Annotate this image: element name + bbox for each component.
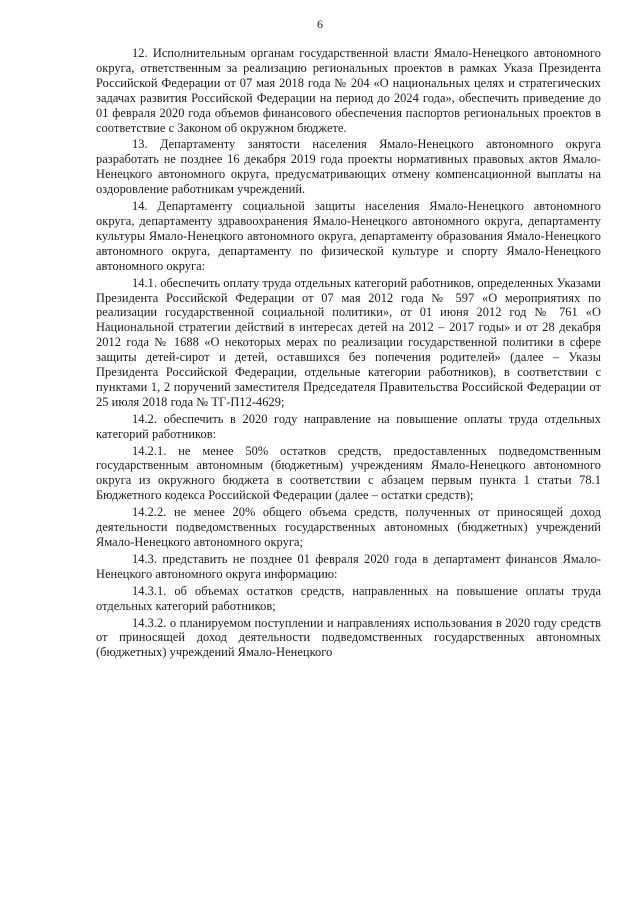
document-body [96, 46, 601, 660]
paragraph-12: 12. Исполнительным органам государственной власти Ямало-Ненецкого автономного округа, ответственным за реализацию региональных проектов в рамках Указа Президента Российской Федерации от 07 мая 2018 года № 204 «О национальных целях и стратегических задачах развития Российской Федерации на период до 2024 года», обеспечить приведение до 01 февраля 2020 года объемов финансового обеспечения паспортов региональных проектов в соответствие с Законом об окружном бюджете. [96, 46, 601, 135]
paragraph-14-2-1: 14.2.1. не менее 50% остатков средств, предоставленных подведомственным государственным автономным (бюджетным) учреждениям Ямало-Ненецкого автономного округа из окружного бюджета в соответствии с абзацем первым пункта 1 статьи 78.1 Бюджетного кодекса Российской Федерации (далее – остатки средств); [96, 443, 601, 503]
paragraph-14-3: 14.3. представить не позднее 01 февраля 2020 года в департамент финансов Ямало-Ненецкого автономного округа информацию: [96, 551, 601, 581]
paragraph-14-1: 14.1. обеспечить оплату труда отдельных категорий работников, определенных Указами Президента Российской Федерации от 07 мая 2012 года № 597 «О мероприятиях по реализации государственной социальной политики», от 01 июня 2012 год № 761 «О Национальной стратегии действий в интересах детей на 2012 – 2017 годы» и от 28 декабря 2012 года № 1688 «О некоторых мерах по реализации государственной политики в сфере защиты детей-сирот и детей, оставшихся без попечения родителей» (далее – Указы Президента Российской Федерации, отдельные категории работников), в соответствии с пунктами 1, 2 поручений заместителя Председателя Правительства Российской Федерации от 25 июля 2018 года № ТГ-П12-4629; [96, 275, 601, 409]
paragraph-13: 13. Департаменту занятости населения Ямало-Ненецкого автономного округа разработать не позднее 16 декабря 2019 года проекты нормативных правовых актов Ямало-Ненецкого автономного округа, предусматривающих отмену компенсационной выплаты на оздоровление работникам учреждений. [96, 137, 601, 197]
paragraph-14-3-2: 14.3.2. о планируемом поступлении и направлениях использования в 2020 году средств от приносящей доход деятельности подведомственных государственных автономных (бюджетных) учреждений Ямало-Ненецкого [96, 615, 601, 660]
paragraph-14-2: 14.2. обеспечить в 2020 году направление на повышение оплаты труда отдельных категорий работников: [96, 411, 601, 441]
paragraph-14: 14. Департаменту социальной защиты населения Ямало-Ненецкого автономного округа, департаменту здравоохранения Ямало-Ненецкого автономного округа, департаменту культуры Ямало-Ненецкого автономного округа, департаменту образования Ямало-Ненецкого автономного округа, департаменту по физической культуре и спорту Ямало-Ненецкого автономного округа: [96, 199, 601, 273]
page-number: 6 [317, 17, 323, 31]
paragraph-14-2-2: 14.2.2. не менее 20% общего объема средств, полученных от приносящей доход деятельности подведомственных государственных автономных (бюджетных) учреждений Ямало-Ненецкого автономного округа; [96, 505, 601, 549]
paragraph-14-3-1: 14.3.1. об объемах остатков средств, направленных на повышение оплаты труда отдельных категорий работников; [96, 583, 601, 613]
